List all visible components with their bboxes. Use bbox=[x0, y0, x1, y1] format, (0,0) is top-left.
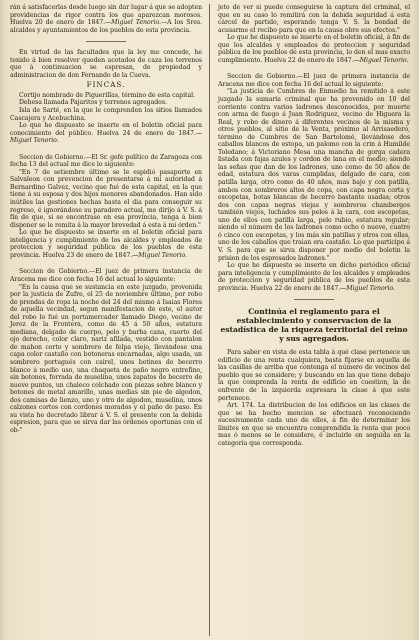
paragraph bbox=[10, 4, 202, 34]
paragraph bbox=[218, 262, 410, 292]
text: Lo que he dispuesto se inserte en el boletin oficial para conocimiento del público. Huelva 24 de enero de 1847. bbox=[10, 122, 202, 137]
left-column bbox=[10, 4, 202, 434]
paragraph bbox=[218, 34, 410, 64]
column-divider bbox=[209, 4, 210, 636]
right-column bbox=[218, 4, 410, 447]
paragraph: Dehesa llamada Pajaritos y terrenos agregados. bbox=[19, 99, 167, 107]
signature: —Miguel Tenorio. bbox=[132, 251, 187, 259]
paragraph: Para saber en vista de esta tabla á qué clase pertenece un edificio de una renta cualquiera, basta fijarse en aquella de las casillas de arriba que contenga el número de vecinos del pueblo que se considere; y buscando en las que tiene debajo la que comprenda la renta de edificio en cuestion, la de enfrente de la izquierda expresara la clase á que este pertenece. bbox=[218, 349, 410, 402]
text: Lo que he dispuesto se inserte en el boletin oficial, á fin de que los alcaldes y empleados de proteccion y seguridad pública de los pueblos de esta provincia, lo den el mas exacto cumplimiento. Huelva 22 de enero de 1847. bbox=[218, 34, 410, 64]
paragraph: Isla de Sarté, en la que le comprenden los sitios llamados Cascajera y Acebuchina. bbox=[10, 107, 202, 122]
signature: —Miguel Tenorio. bbox=[340, 284, 395, 292]
signature: —Miguel Tenorio. bbox=[353, 56, 409, 64]
article-174: Art. 174. La distribucion de los edificios en las clases de que se ha hecho mencion se efectuará reconociendo sucesivamente cada uno de ellos, á fin de determinar los límites en que se encuentra comprendida la renta que poco mas ó menos se le considere, é incluirle en seguida en la categoría que corresponda. bbox=[218, 402, 410, 447]
quote: "En 7 de setiembre último se le espidió pasaporte en Salvaleon con prevencion de presentarse á mi autoridad á Bernardino Galvez, vecino que fué de esta capital, en la que tiene á su esposa y dos hijos menores abandonados. Han sido inútiles las gestiones hechas hasta el dia para conseguir su regreso, é ignorándose su paradero actual, me dirijo á V. S. á fin de que, si se encontrase en esa provincia, tenga á bien disponer se le remita á la mayor brevedad á esta á mi órden." bbox=[10, 168, 202, 229]
signature: —Miguel Tenorio. bbox=[10, 129, 202, 145]
paragraph: En virtud de las facultades que la ley me concede, he tenido á bien resolver queden acotados de caza los terrenos que á continuacion se espresan, de propiedad y administracion de don Fernando de la Cueva. bbox=[10, 49, 202, 79]
section-intro: Seccion de Gobierno.—El juez de primera instancia de Aracena me dice con fecha 16 del actual lo siguiente: bbox=[218, 73, 410, 88]
spacer bbox=[218, 64, 410, 73]
text: —A los Sres. alcaldes y ayuntamientos de los pueblos de esta provincia. bbox=[10, 19, 203, 34]
paragraph: Cortijo nombrado de Piguerillas, término de esta capital. bbox=[19, 91, 195, 99]
paragraph bbox=[10, 229, 202, 259]
text: rán á satisfacerlas desde luego sin dar lugar á que se adopten providencias de rigor contra los que aparezcan morosos. Huelva 20 de enero de 1847. bbox=[10, 4, 202, 27]
page-fold-right bbox=[413, 0, 419, 640]
section-intro: Seccion de Gobierno.—El Sr. gefe político de Zaragoza con fecha 13 del actual me dice lo siguiente: bbox=[10, 153, 202, 169]
separator bbox=[86, 41, 126, 42]
quote-continued: jeto de ver si puede conseguirse la captura del criminal, el que en su caso lo remitirá con la debida seguridad á esta cárcel de partido, esperando tenga V. S. la bondad de acusarme el recibo para que en la causa obre sus efectos." bbox=[218, 4, 410, 34]
signature: —Miguel Tenorio. bbox=[105, 19, 161, 27]
fincas-heading: FINCAS. bbox=[86, 80, 126, 90]
quote: "En la causa que se sustancia en este juzgado, provenida por la justicia de Zufre, el 25 de noviembre último, por robo de prendas de ropa la noche del 24 del mismo á Isaias Flores de aquella vecindad, segun manifestacion de este, el autor del robo lo fué un portamercader llamado Diego, vecino de Jerez de la Frontera, como de 45 á 50 años, estatura mediana, delgado de cuerpo, pelo y barba cana, cuerto del ojo derecho, color claro, nariz afilada, vestido con pantalon de mahon corto y sombrero de felpa viejo, llevándose una capa color castaño con botoneras encarnadas, algo usada, un sombrero portugués con cairel, unos botines de becerro blanco á medio uso, una chaqueta de paño negro entrefino, sin botones, forrada de muselina, unos zapatos de becerro de nueve puntos, un chaleco colchado con piezas sobre blanco y botones de metal amarillo, unas medias sin pie de algodon, dos camisas de lienzo, uno y otro de algodon, muselina, unos calzones cortos con cordones morados y el paño de paso. En su vista he decretado librar á V. S. el presente con la debida espresion, para que se sirva dar las órdenes oportunas con el ob-" bbox=[10, 283, 202, 434]
quote: "La justicia de Cumbres de Enmedio ha remitido á este juzgado la sumaria criminal que ha prevenido en 10 del corriente contra varios ladrones desconocidos, por muerte con arma de fuego á Juan Rodriguez, vecino de Higuera la Real, y robo de dinero á diferentes vecinos de la misma y otros pueblos, al sitio de la Venta, próximo al Arrisaedero, término de Cumbres de San Bartolomé, llevándose dos caballos blancos de estopa, un palomo con la crin á Humilde Toledano; á Victoriano Mesa una mancha de gorga cadera listada con fajas azules y cordon de lana en el medio; siendo las señas que dan de los ladrones, uno como de 50 años de edad, estatura dos varas cumplidas, delgado de cara, con patilla larga, otro como de 40 años, mas bajo y con patilla, ambos con sombreros altos de copa, con capa negra corta y escopetas, botas blancas de becerro bastante usadas; otros dos con capas negras viejas y sombreros chambergos también viejos, luchados sus pelos á la cara, con escopetas, uno de ellos con patilla larga, pelo rubio, estatura regular; siendo el número de los ladrones como ocho ó nueve, cuatro ó cinco con escopetas, y los más sin patillas y otros con ellas, uno de los caballos que traian era castaño. Lo que participo á V. S. para que se sirva disponer por medio del boletin la prision de los espresados ladrones." bbox=[218, 88, 410, 262]
paragraph bbox=[10, 122, 202, 145]
text: Lo que he dispuesto se inserte en dicho periódico oficial para inteligencia y cumplimiento de los alcaldes y empleados de proteccion y seguridad pública de los pueblos de esta provincia. Huelva 22 de enero de 1847. bbox=[218, 262, 410, 292]
separator bbox=[294, 299, 334, 300]
page-fold-left bbox=[0, 0, 6, 640]
text: Lo que he dispuesto se inserte en el boletin oficial para inteligencia y cumplimiento de los alcaldes y empleados de proteccion y seguridad pública de los pueblos de esta provincia. Huelva 23 de enero de 1847. bbox=[10, 229, 202, 259]
spacer bbox=[10, 145, 202, 154]
section-intro: Seccion de Gobierno.—El juez de primera instancia de Aracena me dice con fecha 16 del actual lo siguiente: bbox=[10, 268, 202, 283]
regulation-title: Continúa el reglamento para el establecimiento y conservacion de la estadística de la riqueza territorial del reino y sus agregados. bbox=[220, 307, 408, 344]
spacer bbox=[10, 259, 202, 268]
